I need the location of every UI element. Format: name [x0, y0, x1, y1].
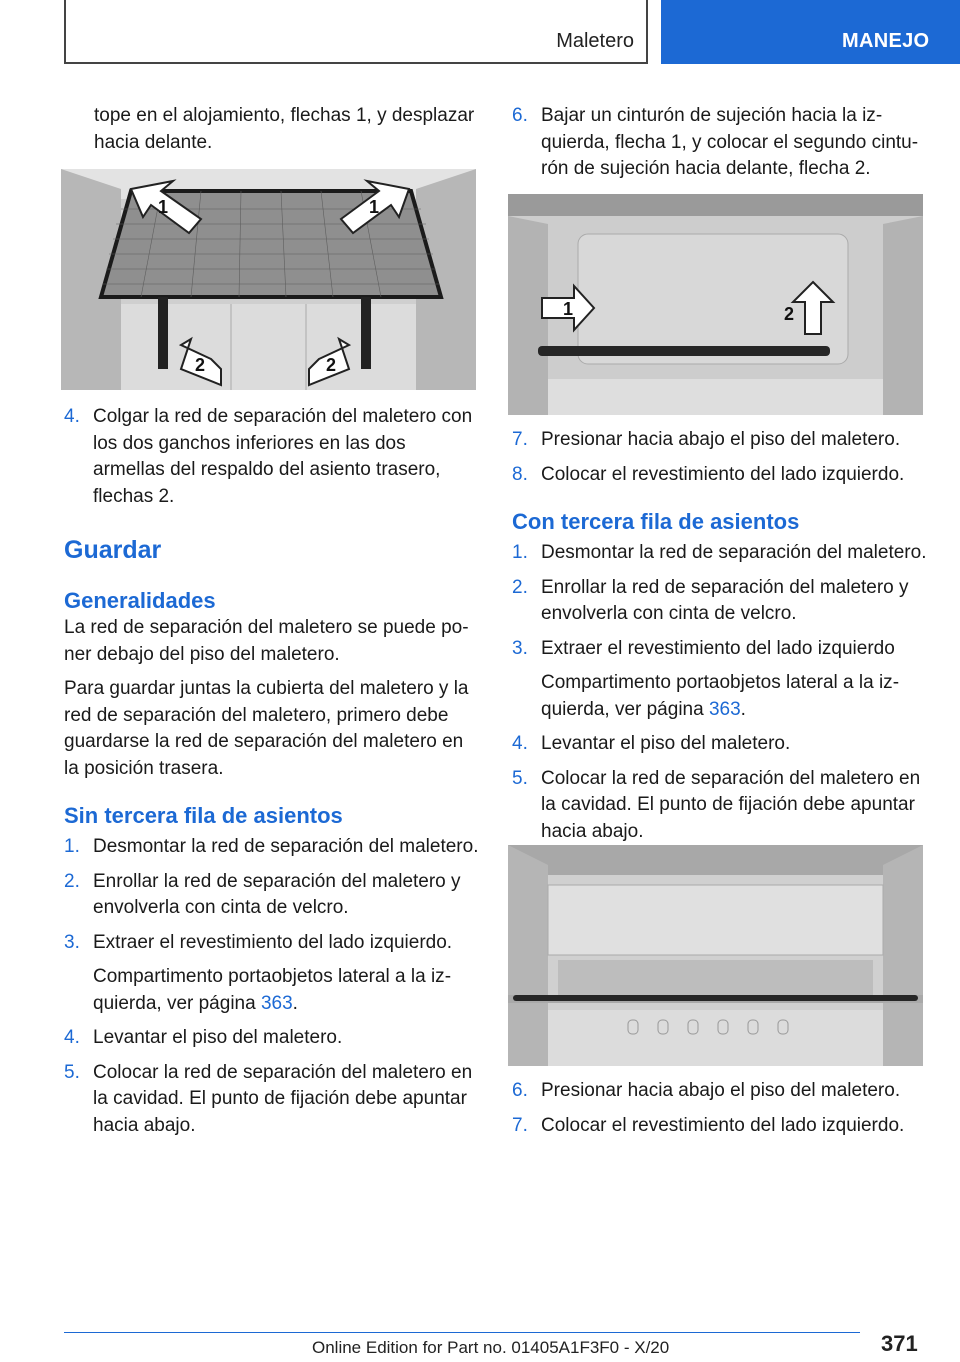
item-text: Enrollar la red de separación del maletero y envolverla con cinta de velcro.: [541, 576, 909, 624]
item-number: 1.: [64, 836, 80, 857]
item-number: 4.: [64, 1027, 80, 1048]
section-tab[interactable]: [661, 0, 960, 64]
item-text: Colocar el revestimiento del lado izquierdo.: [541, 463, 905, 485]
fig2-label-1: 1: [563, 299, 574, 319]
fig1-label-2a: 2: [195, 355, 206, 375]
item-number: 7.: [512, 1114, 528, 1136]
item-text: Bajar un cinturón de sujeción hacia la izquierda, flecha 1, y colocar el segundo cinturón de sujeción hacia delante, flecha 2.: [541, 105, 919, 179]
item-text: Presionar hacia abajo el piso del maletero.: [541, 429, 901, 450]
list-item: [512, 636, 928, 663]
heading-guardar: Guardar: [64, 536, 162, 564]
paragraph: La red de separación del maletero se puede poner debajo del piso del maletero.: [64, 617, 469, 665]
page-link[interactable]: 363: [708, 698, 741, 720]
item-text: Colocar la red de separación del maletero en la cavidad. El punto de fijación debe apuntar hacia abajo.: [93, 1061, 473, 1136]
figure-belts: [508, 194, 923, 415]
item-number: 7.: [512, 429, 528, 450]
paragraph: Para guardar juntas la cubierta del maletero y la red de separación del maletero, primero debe guardarse la red de separación del maletero en la posición trasera.: [64, 678, 469, 779]
item-text: Enrollar la red de separación del maletero y envolverla con cinta de velcro.: [93, 870, 461, 918]
figure-net-in-cavity: [508, 845, 923, 1066]
fig1-label-1a: 1: [158, 197, 169, 217]
item-text: Extraer el revestimiento del lado izquierdo.: [93, 931, 453, 953]
left-column: [64, 404, 480, 1139]
list-item: [512, 1078, 928, 1105]
list-item: [512, 766, 928, 846]
right-column: [512, 427, 928, 845]
list-item: [512, 731, 928, 758]
edition-note: Online Edition for Part no. 01405A1F3F0 - X/20: [312, 1338, 670, 1357]
heading-sin-tercera-fila: Sin tercera fila de asientos: [64, 803, 343, 828]
item-number: 4.: [64, 406, 80, 427]
list-item: [64, 930, 480, 957]
heading-con-tercera-fila: Con tercera fila de asientos: [512, 509, 800, 534]
item-number: 6.: [512, 105, 528, 126]
heading-generalidades: Generalidades: [64, 588, 216, 613]
list-item: [512, 427, 928, 454]
list-item: [512, 1113, 928, 1140]
item-number: 6.: [512, 1080, 528, 1101]
cross-reference: Compartimento portaobjetos lateral a la izquierda, ver página 363.: [541, 672, 900, 720]
item-text: Levantar el piso del maletero.: [93, 1027, 343, 1048]
item-number: 5.: [64, 1061, 80, 1083]
list-item: [64, 1025, 480, 1052]
item-text: Colocar la red de separación del maletero en la cavidad. El punto de fijación debe apuntar hacia abajo.: [541, 767, 921, 842]
item-text: Colocar el revestimiento del lado izquierdo.: [541, 1114, 905, 1136]
cross-reference: Compartimento portaobjetos lateral a la izquierda, ver página 363.: [93, 966, 452, 1014]
item-number: 5.: [512, 767, 528, 789]
list-item: [512, 103, 928, 183]
fig1-label-1b: 1: [369, 197, 380, 217]
list-item: [64, 1060, 480, 1140]
intro-text: [94, 103, 479, 156]
item-text: Colgar la red de separación del maletero con los dos ganchos inferiores en las dos armellas del respaldo del asiento trasero, flechas 2.: [93, 406, 473, 507]
item-text: Extraer el revestimiento del lado izquierdo: [541, 637, 895, 659]
page-number: 371: [881, 1331, 918, 1356]
item-text: Presionar hacia abajo el piso del maletero.: [541, 1080, 901, 1101]
item-text: Desmontar la red de separación del maletero.: [93, 836, 479, 857]
item-number: 8.: [512, 463, 528, 485]
item-number: 3.: [64, 931, 80, 953]
item-number: 1.: [512, 542, 528, 563]
page-link[interactable]: 363: [260, 992, 293, 1014]
list-item: [512, 540, 928, 567]
item-number: 2.: [64, 870, 80, 892]
right-column-bottom: [512, 1078, 928, 1139]
fig1-label-2b: 2: [326, 355, 337, 375]
item-text: Desmontar la red de separación del maletero.: [541, 542, 927, 563]
list-item: [64, 869, 480, 922]
chapter-title: Maletero: [556, 30, 634, 52]
item-number: 4.: [512, 733, 528, 754]
section-label: MANEJO: [842, 30, 930, 52]
fig2-label-2: 2: [784, 304, 795, 324]
item-text: Levantar el piso del maletero.: [541, 733, 791, 754]
list-item: [512, 462, 928, 489]
footer-rule: [64, 1332, 860, 1333]
header-title-box: [64, 0, 648, 64]
list-item: [64, 834, 480, 861]
intro-paragraph: tope en el alojamiento, flechas 1, y desplazar hacia delante.: [94, 105, 475, 153]
figure-partition-net: [61, 169, 476, 390]
right-column-top: [512, 103, 928, 183]
item-number: 3.: [512, 637, 528, 659]
item-number: 2.: [512, 576, 528, 598]
list-item: [64, 404, 480, 510]
list-item: [512, 575, 928, 628]
